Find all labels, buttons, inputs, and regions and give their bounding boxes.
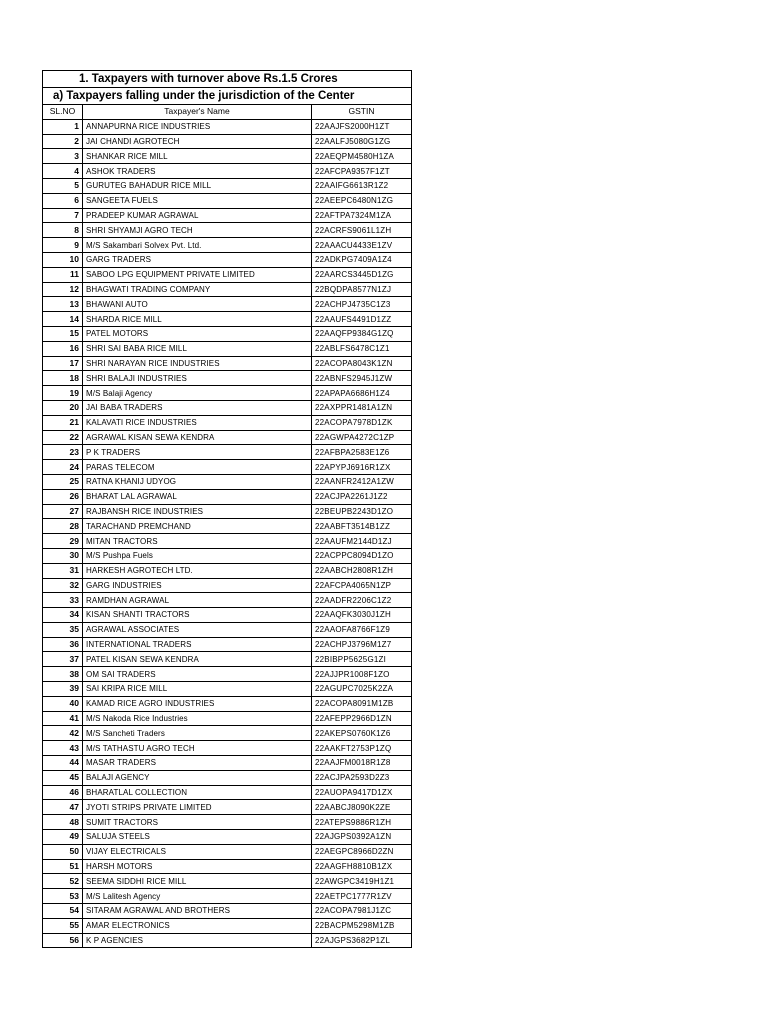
row-number: 14: [43, 312, 83, 327]
gstin-value: 22AFCPA9357F1ZT: [312, 164, 412, 179]
table-row: [43, 622, 412, 637]
row-number: 45: [43, 770, 83, 785]
table-row: [43, 356, 412, 371]
gstin-value: 22AADFR2206C1Z2: [312, 593, 412, 608]
gstin-value: 22AANFR2412A1ZW: [312, 474, 412, 489]
taxpayer-name: P K TRADERS: [83, 445, 312, 460]
row-number: 15: [43, 326, 83, 341]
row-number: 33: [43, 593, 83, 608]
taxpayer-name: PRADEEP KUMAR AGRAWAL: [83, 208, 312, 223]
taxpayer-name: BALAJI AGENCY: [83, 770, 312, 785]
table-row: [43, 785, 412, 800]
taxpayer-name: BHARATLAL COLLECTION: [83, 785, 312, 800]
subtitle-row: [43, 88, 412, 105]
table-row: [43, 770, 412, 785]
gstin-value: 22AARCS3445D1ZG: [312, 267, 412, 282]
column-header-slno: SL.NO: [43, 105, 83, 120]
taxpayer-name: M/S Nakoda Rice Industries: [83, 711, 312, 726]
row-number: 46: [43, 785, 83, 800]
gstin-value: 22AFEPP2966D1ZN: [312, 711, 412, 726]
table-row: [43, 341, 412, 356]
gstin-value: 22AEGPC8966D2ZN: [312, 844, 412, 859]
taxpayer-name: AGRAWAL KISAN SEWA KENDRA: [83, 430, 312, 445]
taxpayer-name: VIJAY ELECTRICALS: [83, 844, 312, 859]
table-row: [43, 267, 412, 282]
gstin-value: 22AAUFS4491D1ZZ: [312, 312, 412, 327]
table-row: [43, 193, 412, 208]
taxpayer-table: [42, 70, 412, 948]
column-header-gstin: GSTIN: [312, 105, 412, 120]
row-number: 35: [43, 622, 83, 637]
row-number: 26: [43, 489, 83, 504]
table-row: [43, 297, 412, 312]
row-number: 8: [43, 223, 83, 238]
gstin-value: 22ACOPA7978D1ZK: [312, 415, 412, 430]
table-row: [43, 933, 412, 948]
taxpayer-name: JAI BABA TRADERS: [83, 400, 312, 415]
gstin-value: 22APAPA6686H1Z4: [312, 386, 412, 401]
taxpayer-name: INTERNATIONAL TRADERS: [83, 637, 312, 652]
taxpayer-name: ASHOK TRADERS: [83, 164, 312, 179]
taxpayer-name: M/S Lalitesh Agency: [83, 889, 312, 904]
taxpayer-name: GARG INDUSTRIES: [83, 578, 312, 593]
table-title: 1. Taxpayers with turnover above Rs.1.5 Crores: [43, 71, 412, 88]
table-row: [43, 134, 412, 149]
row-number: 40: [43, 696, 83, 711]
table-row: [43, 711, 412, 726]
row-number: 1: [43, 119, 83, 134]
gstin-value: 22ACHPJ3796M1Z7: [312, 637, 412, 652]
table-row: [43, 386, 412, 401]
gstin-value: 22AALFJ5080G1ZG: [312, 134, 412, 149]
row-number: 19: [43, 386, 83, 401]
gstin-value: 22AAUFM2144D1ZJ: [312, 534, 412, 549]
row-number: 22: [43, 430, 83, 445]
gstin-value: 22ACPPC8094D1ZO: [312, 548, 412, 563]
gstin-value: 22AGUPC7025K2ZA: [312, 682, 412, 697]
taxpayer-name: SANGEETA FUELS: [83, 193, 312, 208]
taxpayer-name: K P AGENCIES: [83, 933, 312, 948]
row-number: 11: [43, 267, 83, 282]
table-row: [43, 400, 412, 415]
gstin-value: 22BACPM5298M1ZB: [312, 918, 412, 933]
row-number: 31: [43, 563, 83, 578]
taxpayer-name: ANNAPURNA RICE INDUSTRIES: [83, 119, 312, 134]
table-row: [43, 519, 412, 534]
row-number: 23: [43, 445, 83, 460]
taxpayer-name: M/S Pushpa Fuels: [83, 548, 312, 563]
table-row: [43, 164, 412, 179]
taxpayer-name: SEEMA SIDDHI RICE MILL: [83, 874, 312, 889]
row-number: 34: [43, 608, 83, 623]
table-row: [43, 326, 412, 341]
gstin-value: 22AAKFT2753P1ZQ: [312, 741, 412, 756]
row-number: 53: [43, 889, 83, 904]
table-row: [43, 149, 412, 164]
table-row: [43, 119, 412, 134]
table-row: [43, 238, 412, 253]
table-row: [43, 874, 412, 889]
taxpayer-name: JAI CHANDI AGROTECH: [83, 134, 312, 149]
row-number: 16: [43, 341, 83, 356]
row-number: 32: [43, 578, 83, 593]
row-number: 28: [43, 519, 83, 534]
table-row: [43, 608, 412, 623]
row-number: 43: [43, 741, 83, 756]
taxpayer-name: PATEL MOTORS: [83, 326, 312, 341]
row-number: 51: [43, 859, 83, 874]
gstin-value: 22AEEPC6480N1ZG: [312, 193, 412, 208]
title-row: [43, 71, 412, 88]
table-row: [43, 563, 412, 578]
row-number: 30: [43, 548, 83, 563]
table-row: [43, 652, 412, 667]
table-row: [43, 904, 412, 919]
row-number: 56: [43, 933, 83, 948]
row-number: 44: [43, 756, 83, 771]
gstin-value: 22APYPJ6916R1ZX: [312, 460, 412, 475]
taxpayer-name: SHARDA RICE MILL: [83, 312, 312, 327]
taxpayer-name: BHARAT LAL AGRAWAL: [83, 489, 312, 504]
table-row: [43, 252, 412, 267]
taxpayer-name: PATEL KISAN SEWA KENDRA: [83, 652, 312, 667]
row-number: 54: [43, 904, 83, 919]
row-number: 13: [43, 297, 83, 312]
gstin-value: 22AFBPA2583E1Z6: [312, 445, 412, 460]
table-row: [43, 504, 412, 519]
gstin-value: 22AAOFA8766F1Z9: [312, 622, 412, 637]
taxpayer-name: M/S TATHASTU AGRO TECH: [83, 741, 312, 756]
table-row: [43, 844, 412, 859]
gstin-value: 22AAQFK3030J1ZH: [312, 608, 412, 623]
taxpayer-name: KALAVATI RICE INDUSTRIES: [83, 415, 312, 430]
row-number: 39: [43, 682, 83, 697]
taxpayer-name: BHAWANI AUTO: [83, 297, 312, 312]
gstin-value: 22AWGPC3419H1Z1: [312, 874, 412, 889]
gstin-value: 22BEUPB2243D1ZO: [312, 504, 412, 519]
taxpayer-name: JYOTI STRIPS PRIVATE LIMITED: [83, 800, 312, 815]
row-number: 55: [43, 918, 83, 933]
table-row: [43, 578, 412, 593]
row-number: 38: [43, 667, 83, 682]
gstin-value: 22AJJPR1008F1ZO: [312, 667, 412, 682]
table-row: [43, 918, 412, 933]
row-number: 37: [43, 652, 83, 667]
table-row: [43, 415, 412, 430]
gstin-value: 22ACJPA2261J1Z2: [312, 489, 412, 504]
row-number: 12: [43, 282, 83, 297]
table-row: [43, 637, 412, 652]
taxpayer-name: SHRI NARAYAN RICE INDUSTRIES: [83, 356, 312, 371]
gstin-value: 22AABFT3514B1ZZ: [312, 519, 412, 534]
row-number: 17: [43, 356, 83, 371]
taxpayer-name: HARKESH AGROTECH LTD.: [83, 563, 312, 578]
row-number: 36: [43, 637, 83, 652]
gstin-value: 22AABCH2808R1ZH: [312, 563, 412, 578]
gstin-value: 22AAQFP9384G1ZQ: [312, 326, 412, 341]
table-row: [43, 756, 412, 771]
row-number: 41: [43, 711, 83, 726]
table-row: [43, 859, 412, 874]
table-row: [43, 460, 412, 475]
taxpayer-name: SHRI BALAJI INDUSTRIES: [83, 371, 312, 386]
gstin-value: 22AGWPA4272C1ZP: [312, 430, 412, 445]
row-number: 24: [43, 460, 83, 475]
row-number: 5: [43, 178, 83, 193]
taxpayer-name: MITAN TRACTORS: [83, 534, 312, 549]
taxpayer-name: SABOO LPG EQUIPMENT PRIVATE LIMITED: [83, 267, 312, 282]
taxpayer-name: AMAR ELECTRONICS: [83, 918, 312, 933]
taxpayer-name: GURUTEG BAHADUR RICE MILL: [83, 178, 312, 193]
table-row: [43, 667, 412, 682]
table-row: [43, 534, 412, 549]
row-number: 27: [43, 504, 83, 519]
table-row: [43, 208, 412, 223]
table-row: [43, 800, 412, 815]
column-header-name: Taxpayer's Name: [83, 105, 312, 120]
gstin-value: 22BIBPP5625G1ZI: [312, 652, 412, 667]
gstin-value: 22AEQPM4580H1ZA: [312, 149, 412, 164]
header-row: [43, 105, 412, 120]
row-number: 42: [43, 726, 83, 741]
gstin-value: 22AABCJ8090K2ZE: [312, 800, 412, 815]
taxpayer-name: SUMIT TRACTORS: [83, 815, 312, 830]
row-number: 3: [43, 149, 83, 164]
taxpayer-name: RAMDHAN AGRAWAL: [83, 593, 312, 608]
gstin-value: 22AKEPS0760K1Z6: [312, 726, 412, 741]
row-number: 6: [43, 193, 83, 208]
gstin-value: 22ABNFS2945J1ZW: [312, 371, 412, 386]
taxpayer-name: SHANKAR RICE MILL: [83, 149, 312, 164]
gstin-value: 22ACRFS9061L1ZH: [312, 223, 412, 238]
gstin-value: 22AAIFG6613R1Z2: [312, 178, 412, 193]
gstin-value: 22ACOPA7981J1ZC: [312, 904, 412, 919]
taxpayer-name: TARACHAND PREMCHAND: [83, 519, 312, 534]
gstin-value: 22AETPC1777R1ZV: [312, 889, 412, 904]
table-row: [43, 830, 412, 845]
row-number: 2: [43, 134, 83, 149]
taxpayer-name: MASAR TRADERS: [83, 756, 312, 771]
gstin-value: 22AFCPA4065N1ZP: [312, 578, 412, 593]
gstin-value: 22ADKPG7409A1Z4: [312, 252, 412, 267]
taxpayer-name: M/S Balaji Agency: [83, 386, 312, 401]
gstin-value: 22AAACU4433E1ZV: [312, 238, 412, 253]
taxpayer-name: BHAGWATI TRADING COMPANY: [83, 282, 312, 297]
table-row: [43, 223, 412, 238]
taxpayer-name: SITARAM AGRAWAL AND BROTHERS: [83, 904, 312, 919]
gstin-value: 22AAJFS2000H1ZT: [312, 119, 412, 134]
table-row: [43, 282, 412, 297]
gstin-value: 22ATEPS9886R1ZH: [312, 815, 412, 830]
gstin-value: 22ACJPA2593D2Z3: [312, 770, 412, 785]
row-number: 9: [43, 238, 83, 253]
gstin-value: 22AJGPS3682P1ZL: [312, 933, 412, 948]
taxpayer-name: AGRAWAL ASSOCIATES: [83, 622, 312, 637]
taxpayer-name: SAI KRIPA RICE MILL: [83, 682, 312, 697]
row-number: 20: [43, 400, 83, 415]
table-row: [43, 815, 412, 830]
table-row: [43, 489, 412, 504]
taxpayer-name: RATNA KHANIJ UDYOG: [83, 474, 312, 489]
taxpayer-name: SHRI SAI BABA RICE MILL: [83, 341, 312, 356]
table-row: [43, 726, 412, 741]
table-subtitle: a) Taxpayers falling under the jurisdiction of the Center: [43, 88, 412, 105]
table-row: [43, 548, 412, 563]
gstin-value: 22ABLFS6478C1Z1: [312, 341, 412, 356]
row-number: 18: [43, 371, 83, 386]
taxpayer-name: M/S Sancheti Traders: [83, 726, 312, 741]
row-number: 21: [43, 415, 83, 430]
table-row: [43, 696, 412, 711]
gstin-value: 22ACOPA8043K1ZN: [312, 356, 412, 371]
table-row: [43, 312, 412, 327]
row-number: 10: [43, 252, 83, 267]
table-row: [43, 430, 412, 445]
taxpayer-name: SHRI SHYAMJI AGRO TECH: [83, 223, 312, 238]
row-number: 25: [43, 474, 83, 489]
gstin-value: 22AJGPS0392A1ZN: [312, 830, 412, 845]
taxpayer-name: RAJBANSH RICE INDUSTRIES: [83, 504, 312, 519]
row-number: 50: [43, 844, 83, 859]
gstin-value: 22ACHPJ4735C1Z3: [312, 297, 412, 312]
gstin-value: 22ACOPA8091M1ZB: [312, 696, 412, 711]
table-row: [43, 178, 412, 193]
table-row: [43, 445, 412, 460]
table-row: [43, 593, 412, 608]
row-number: 52: [43, 874, 83, 889]
taxpayer-name: HARSH MOTORS: [83, 859, 312, 874]
gstin-value: 22AUOPA9417D1ZX: [312, 785, 412, 800]
table-row: [43, 474, 412, 489]
gstin-value: 22AAJFM0018R1Z8: [312, 756, 412, 771]
table-row: [43, 682, 412, 697]
table-row: [43, 889, 412, 904]
table-row: [43, 741, 412, 756]
row-number: 48: [43, 815, 83, 830]
row-number: 29: [43, 534, 83, 549]
taxpayer-name: GARG TRADERS: [83, 252, 312, 267]
taxpayer-name: KAMAD RICE AGRO INDUSTRIES: [83, 696, 312, 711]
taxpayer-name: SALUJA STEELS: [83, 830, 312, 845]
taxpayer-name: OM SAI TRADERS: [83, 667, 312, 682]
gstin-value: 22AFTPA7324M1ZA: [312, 208, 412, 223]
gstin-value: 22BQDPA8577N1ZJ: [312, 282, 412, 297]
taxpayer-name: KISAN SHANTI TRACTORS: [83, 608, 312, 623]
row-number: 47: [43, 800, 83, 815]
taxpayer-name: PARAS TELECOM: [83, 460, 312, 475]
row-number: 7: [43, 208, 83, 223]
row-number: 49: [43, 830, 83, 845]
gstin-value: 22AAGFH8810B1ZX: [312, 859, 412, 874]
table-row: [43, 371, 412, 386]
row-number: 4: [43, 164, 83, 179]
gstin-value: 22AXPPR1481A1ZN: [312, 400, 412, 415]
taxpayer-name: M/S Sakambari Solvex Pvt. Ltd.: [83, 238, 312, 253]
